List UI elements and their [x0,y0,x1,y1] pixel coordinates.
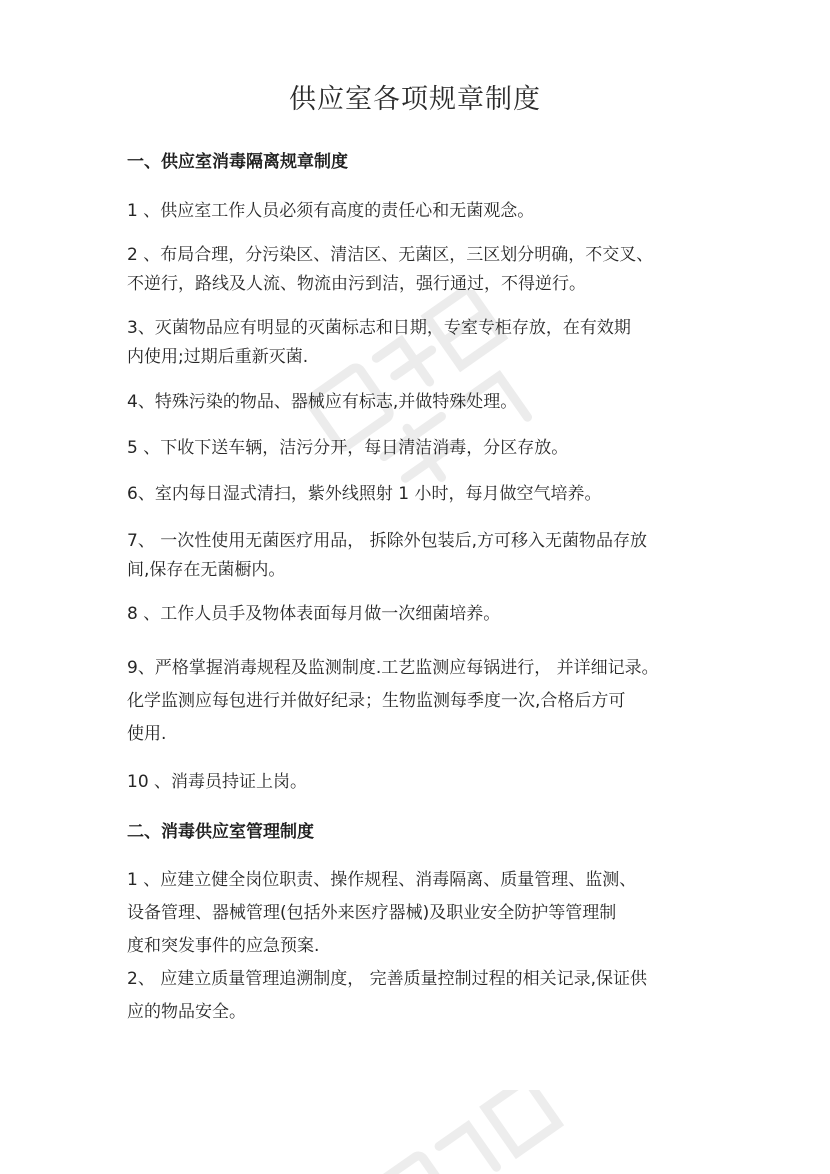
list-item: 1 、供应室工作人员必须有高度的责任心和无菌观念。 [127,201,535,221]
list-item: 9、严格掌握消毒规程及监测制度.工艺监测应每锅进行， 并详细记录。 化学监测应每包进行并做好纪录；生物监测每季度一次,合格后方可 使用. [127,658,659,744]
list-item: 2 、布局合理，分污染区、清洁区、无菌区，三区划分明确，不交叉、 不逆行，路线及人流、物流由污到洁，强行通过，不得逆行。 [127,245,654,294]
list-item: 7、 一次性使用无菌医疗用品， 拆除外包装后,方可移入无菌物品存放 间,保存在无菌橱内。 [127,531,648,580]
list-item: 6、室内每日湿式清扫，紫外线照射 1 小时，每月做空气培养。 [127,484,602,504]
list-item: 3、灭菌物品应有明显的灭菌标志和日期，专室专柜存放，在有效期 内使用;过期后重新灭菌. [127,318,631,367]
list-item: 10 、消毒员持证上岗。 [127,772,308,792]
page-title: 供应室各项规章制度 [289,84,541,115]
section-heading-disinfection: 一、供应室消毒隔离规章制度 [127,152,348,172]
list-item: 2、 应建立质量管理追溯制度， 完善质量控制过程的相关记录,保证供 应的物品安全。 [127,969,648,1022]
list-item: 1 、应建立健全岗位职责、操作规程、消毒隔离、质量管理、监测、 设备管理、器械管理(包括外来医疗器械)及职业安全防护等管理制 度和突发事件的应急预案. [127,870,637,956]
list-item: 5 、下收下送车辆，洁污分开，每日清洁消毒，分区存放。 [127,438,569,458]
section-heading-management: 二、消毒供应室管理制度 [127,822,314,842]
list-item: 4、特殊污染的物品、器械应有标志,并做特殊处理。 [127,392,518,412]
list-item: 8 、工作人员手及物体表面每月做一次细菌培养。 [127,604,501,624]
watermark-logo-icon-2 [330,1090,590,1174]
